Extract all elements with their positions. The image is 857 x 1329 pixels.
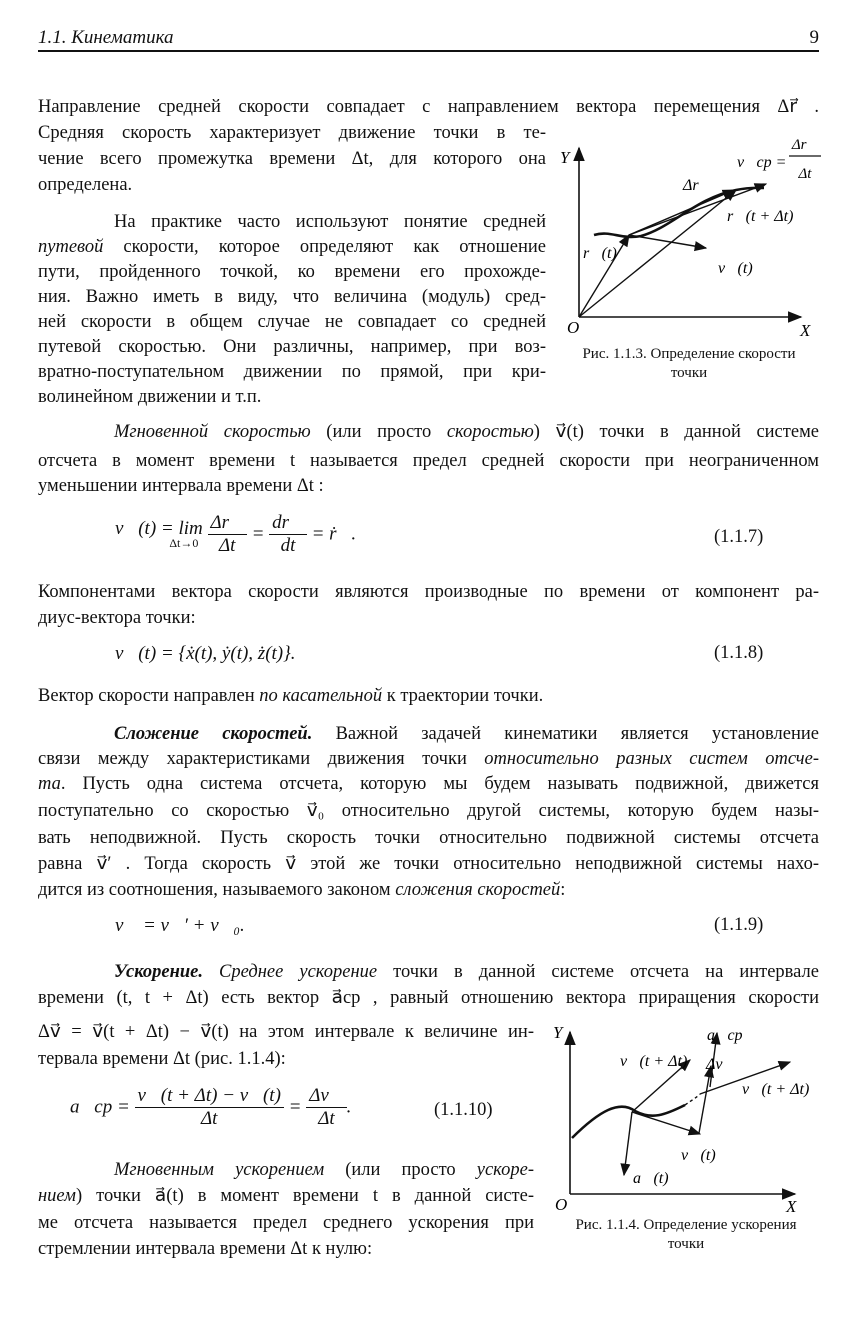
text-line: ния. Важно иметь в виду, что величина (модуль) сред- [38,287,546,307]
eq-denominator: Δt [201,1108,218,1129]
eq-lhs [115,518,203,551]
equation-1-1-7 [115,512,356,557]
eq-numerator: Δr⃗ [208,512,247,535]
caption-line: Рис. 1.1.4. Определение ускорения [575,1217,797,1233]
text-span: дится из соотношения, называемого законом [38,880,396,900]
text-span: к траектории точки. [382,686,544,706]
figure-1-1-3 [556,118,836,343]
text-span: (или просто [324,1160,477,1180]
italic-term: сложения скоростей [395,880,561,900]
equation-number: (1.1.9) [714,915,764,935]
page-number: 9 [809,27,819,48]
text-line [38,1158,534,1182]
figure-1-1-3-caption [560,345,818,383]
y-axis-label: Y [553,1023,563,1042]
label-v-t: v⃗(t) [718,260,753,277]
equation-1-1-8: v⃗(t) = {ẋ(t), ẏ(t), ż(t)}. [115,643,296,664]
text-line: путевой скоростью. Они различны, например, при воз- [38,337,546,357]
text-line: отсчета в момент времени t называется предел средней скорости при неограниченном [38,451,819,471]
text-line: ме отсчета называется предел среднего ускорения при [38,1213,534,1233]
text-line: уменьшении интервала времени Δt : [38,476,324,496]
x-axis-label: X [786,1197,797,1216]
bold-term: Сложение скоростей. [114,724,313,744]
eq-period: . [346,1096,352,1118]
eq-denominator: Δt [218,535,236,556]
text-line: вратно-поступательном движении по прямой, при кри- [38,362,546,382]
text-line: Δv⃗ = v⃗(t + Δt) − v⃗(t) на этом интервале к величине ин- [38,1022,534,1042]
text-span: (или просто [310,422,447,442]
eq-denominator: Δt [318,1108,335,1129]
text-span: Вектор скорости направлен [38,686,260,706]
text-line [38,1184,534,1208]
origin-label: O [567,318,580,337]
label-delta-r: Δr⃗ [683,177,712,194]
text-line: равна v⃗′ . Тогда скорость v⃗ этой же точки относительно неподвижной системы нахо- [38,854,819,874]
italic-term: скоростью [446,422,534,442]
text-span: ) точки a⃗(t) в момент времени t в данной систе- [76,1186,534,1206]
eq-text: v⃗(t) = lim [115,518,203,539]
eq-lhs: a⃗ср = [70,1096,130,1118]
text-line: На практике часто используют понятие средней [114,212,546,232]
text-line: времени (t, t + Δt) есть вектор a⃗ср , равный отношению вектора приращения скорости [38,988,819,1008]
text-line [38,420,819,444]
italic-term: Мгновенным ускорением [114,1160,325,1180]
text-line [38,772,819,796]
italic-term: Мгновенной скоростью [114,422,311,442]
italic-term: Среднее ускорение [219,962,378,982]
label-r-t: r⃗(t) [583,245,617,262]
eq-equals: = [288,1096,302,1118]
acceleration-vector [624,1112,632,1175]
x-axis-label: X [800,321,811,340]
label-v-t-dt-right: v⃗(t + Δt) [742,1081,810,1098]
text-line: поступательно со скоростью v⃗₀ относительно другой системы, которую будем назы- [38,801,819,821]
italic-term: ускоре- [476,1160,534,1180]
text-line: определена. [38,175,133,195]
text-line: чение всего промежутка времени Δt, для которого она [38,149,546,169]
text-line: ней скорости в общем случае не совпадает со средней [38,312,546,332]
italic-term: нием [38,1186,76,1206]
text-line: Средняя скорость характеризует движение точки в те- [38,123,546,143]
text-line: тервала времени Δt (рис. 1.1.4): [38,1049,286,1069]
caption-line: точки [667,1236,705,1252]
label-v-avg-denominator: Δt [798,166,812,182]
text-line: стремлении интервала времени Δt к нулю: [38,1239,373,1259]
italic-term: путевой [38,237,104,257]
y-axis-label: Y [560,148,570,167]
text-line [38,684,543,708]
text-span [203,962,219,982]
label-a-avg: a⃗ср [707,1027,743,1044]
text-line [38,960,819,984]
eq-limit-sub: Δt→0 [169,536,199,550]
text-line: Компонентами вектора скорости являются производные по времени от компонент ра- [38,582,819,602]
text-span: Важной задачей кинематики является установление [312,724,820,744]
header-rule [38,50,819,52]
text-line: волинейном движении и т.п. [38,387,262,407]
equation-number: (1.1.7) [714,527,764,547]
eq-tail: = ṙ⃗. [311,523,357,545]
eq-fraction [135,1085,284,1130]
eq-fraction [306,1085,346,1130]
equation-number: (1.1.10) [434,1100,493,1120]
figure-1-1-4-caption [557,1216,815,1254]
text-span: связи между характеристиками движения точки [38,749,485,769]
text-line: пути, пройденного точкой, ко времени его прохожде- [38,262,546,282]
delta-v-vector [699,1066,711,1133]
label-v-avg-numerator: Δr⃗ [791,137,819,153]
text-span: . Пусть одна система отсчета, которую мы будем называть подвижной, движется [60,774,819,794]
text-span: ) v⃗(t) точки в данной системе [533,422,819,442]
text-line: вать неподвижной. Пусть скорость точки относительно подвижной системы отсчета [38,828,819,848]
label-r-t-dt: r⃗(t + Δt) [727,208,794,225]
velocity-t [632,1112,700,1134]
caption-line: точки [670,365,708,381]
origin-label: O [555,1195,568,1214]
text-line [38,722,819,746]
label-v-t-dt-left: v⃗(t + Δt) [620,1053,688,1070]
text-span: скорости, которое определяют как отношение [103,237,546,257]
italic-term: та [38,774,61,794]
equation-1-1-9: v⃗ = v⃗′ + v⃗₀. [115,915,245,936]
eq-numerator: Δv⃗ [306,1085,346,1108]
eq-denominator: dt [280,535,296,556]
text-span: : [560,880,566,900]
trajectory-dashed [685,1094,700,1105]
eq-fraction [208,512,247,557]
text-line: Направление средней скорости совпадает с направлением вектора перемещения Δr⃗ . [38,97,819,117]
italic-term: по касательной [259,686,383,706]
label-delta-v: Δv⃗ [706,1056,735,1073]
trajectory-curve [572,1105,685,1138]
caption-line: Рис. 1.1.3. Определение скорости [582,346,796,362]
label-a-t: a⃗(t) [633,1170,669,1187]
figure-1-1-4 [550,1020,830,1218]
equation-1-1-10 [70,1085,351,1130]
label-v-avg: v⃗ср = [737,154,787,171]
italic-term: относительно разных систем отсче- [484,749,819,769]
text-line [38,235,546,259]
eq-fraction [269,512,307,557]
text-line: диус-вектора точки: [38,608,196,628]
eq-numerator: v⃗(t + Δt) − v⃗(t) [135,1085,284,1108]
eq-equals: = [251,523,265,545]
text-line [38,747,819,771]
running-header-section: 1.1. Кинематика [38,27,174,48]
equation-number: (1.1.8) [714,643,764,663]
text-span: точки в данной системе отсчета на интервале [377,962,819,982]
bold-term: Ускорение. [114,962,203,982]
displacement-vector [629,190,734,235]
label-v-t: v⃗(t) [681,1147,716,1164]
eq-numerator: dr⃗ [269,512,307,535]
text-line [38,878,565,902]
